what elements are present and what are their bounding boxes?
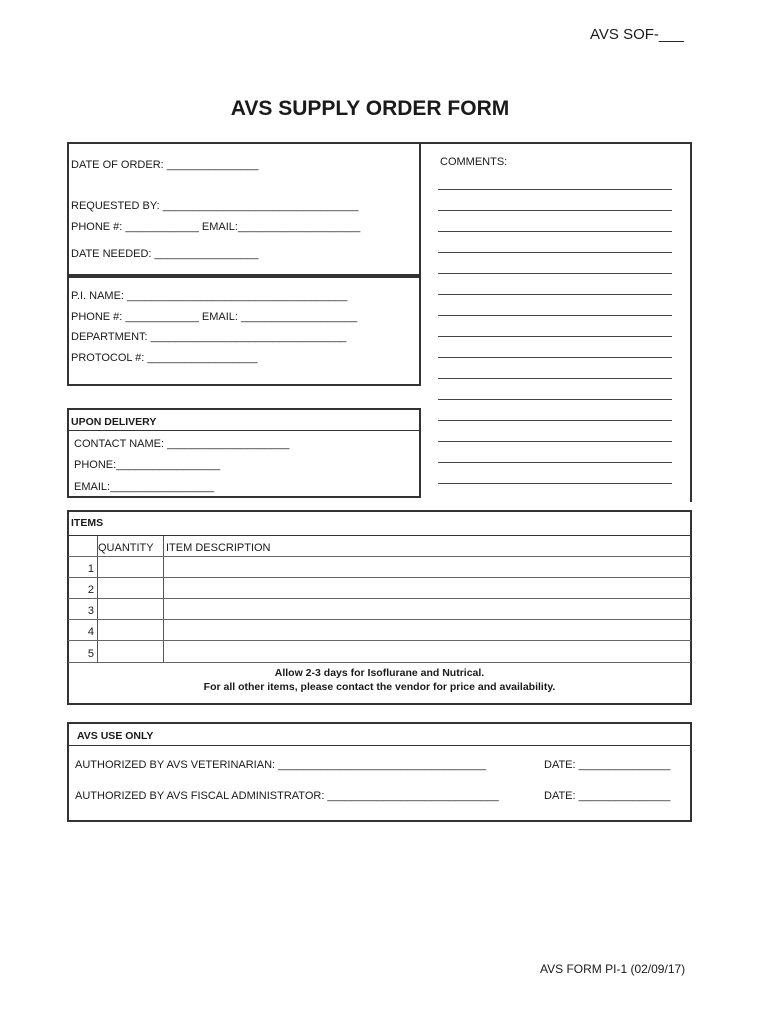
vet-authorization-field[interactable]: AUTHORIZED BY AVS VETERINARIAN: __________________________________ (75, 759, 487, 771)
items-note-line1: Allow 2-3 days for Isoflurane and Nutrical. (274, 667, 485, 679)
table-row: 5 (87, 648, 94, 660)
department-field[interactable]: DEPARTMENT: ________________________________ (71, 331, 347, 343)
page-title: AVS SUPPLY ORDER FORM (230, 97, 510, 120)
item-description-column-header: ITEM DESCRIPTION (166, 542, 271, 554)
avs-use-heading: AVS USE ONLY (77, 730, 154, 742)
delivery-heading: UPON DELIVERY (71, 416, 157, 428)
pi-phone-email-field[interactable]: PHONE #: ____________ EMAIL: ___________________ (71, 311, 358, 323)
items-heading: ITEMS (71, 517, 104, 529)
form-footer: AVS FORM PI-1 (02/09/17) (540, 962, 686, 976)
requester-phone-email-field[interactable]: PHONE #: ____________ EMAIL:____________________ (71, 221, 361, 233)
delivery-phone-field[interactable]: PHONE:_________________ (74, 459, 221, 471)
table-row: 2 (87, 584, 94, 596)
avs-use-only-box (67, 722, 692, 822)
fiscal-authorization-field[interactable]: AUTHORIZED BY AVS FISCAL ADMINISTRATOR: ____________________________ (75, 790, 499, 802)
table-row: 3 (87, 605, 94, 617)
quantity-column-header: QUANTITY (98, 542, 154, 554)
vet-date-field[interactable]: DATE: _______________ (544, 759, 671, 771)
requested-by-field[interactable]: REQUESTED BY: ________________________________ (71, 200, 359, 212)
table-row: 4 (87, 626, 94, 638)
document-number: AVS SOF-___ (590, 26, 684, 43)
fiscal-date-field[interactable]: DATE: _______________ (544, 790, 671, 802)
contact-name-field[interactable]: CONTACT NAME: ____________________ (74, 438, 290, 450)
items-note-line2: For all other items, please contact the vendor for price and availability. (203, 681, 556, 693)
date-needed-field[interactable]: DATE NEEDED: _________________ (71, 248, 259, 260)
date-of-order-field[interactable]: DATE OF ORDER: _______________ (71, 159, 259, 171)
table-row: 1 (87, 563, 94, 575)
delivery-email-field[interactable]: EMAIL:_________________ (74, 481, 215, 493)
pi-name-field[interactable]: P.I. NAME: ____________________________________ (71, 290, 348, 302)
protocol-field[interactable]: PROTOCOL #: __________________ (71, 352, 258, 364)
comments-label: COMMENTS: (440, 156, 508, 168)
